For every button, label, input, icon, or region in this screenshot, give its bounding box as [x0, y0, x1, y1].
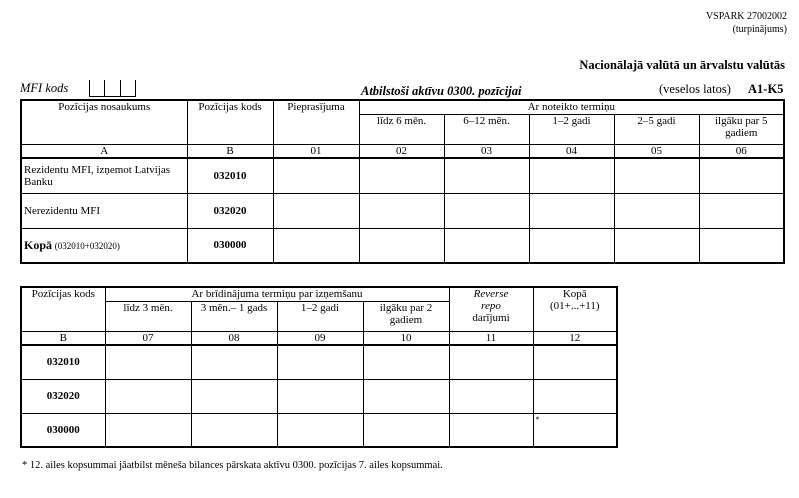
header-sub: 1–2 gadi	[529, 114, 614, 144]
col-letter: 06	[699, 144, 784, 158]
cell-input[interactable]	[699, 158, 784, 193]
header-sub: 2–5 gadi	[614, 114, 699, 144]
cell-input[interactable]	[614, 228, 699, 263]
cell-input[interactable]	[444, 193, 529, 228]
cell-input[interactable]	[444, 228, 529, 263]
cell-input[interactable]	[529, 193, 614, 228]
cell-input[interactable]	[449, 379, 533, 413]
header-sub: 6–12 mēn.	[444, 114, 529, 144]
continued-label: (turpinājums)	[732, 24, 787, 35]
cell-input[interactable]	[449, 413, 533, 447]
cell-input[interactable]	[699, 193, 784, 228]
cell-input[interactable]	[277, 379, 363, 413]
row-code: 030000	[187, 228, 273, 263]
header-sub: 3 mēn.– 1 gads	[191, 301, 277, 331]
row-code: 030000	[21, 413, 105, 447]
total-label: Kopā	[24, 237, 53, 252]
cell-input[interactable]	[277, 345, 363, 379]
cell-input[interactable]	[105, 413, 191, 447]
cell-input[interactable]	[363, 379, 449, 413]
table-row	[21, 158, 784, 193]
col-letter: 09	[277, 331, 363, 345]
mfi-label: MFI kods	[20, 81, 69, 95]
col-letter: 01	[273, 144, 359, 158]
col-letter: B	[187, 144, 273, 158]
header-sub: ilgāku par 2 gadiem	[363, 301, 449, 331]
row-name: Nerezidentu MFI	[21, 193, 187, 228]
cell-input[interactable]	[191, 413, 277, 447]
cell-input[interactable]	[273, 158, 359, 193]
footnote: * 12. ailes kopsummai jāatbilst mēneša bilances pārskata aktīvu 0300. pozīcijas 7. ailes kopsummai.	[22, 460, 443, 471]
row-code: 032020	[21, 379, 105, 413]
cell-input[interactable]	[699, 228, 784, 263]
header-demand: Pieprasījuma	[273, 100, 359, 144]
cell-input[interactable]	[273, 193, 359, 228]
cell-input[interactable]	[105, 345, 191, 379]
table-row-total	[21, 228, 784, 263]
cell-input[interactable]	[529, 228, 614, 263]
mfi-code-input[interactable]	[89, 80, 136, 97]
units-label: (veselos latos)	[659, 82, 731, 96]
row-code: 032010	[21, 345, 105, 379]
cell-input[interactable]	[191, 379, 277, 413]
row-code: 032010	[187, 158, 273, 193]
cell-input[interactable]	[444, 158, 529, 193]
col-letter: 10	[363, 331, 449, 345]
total-sub: (032010+032020)	[54, 240, 120, 251]
row-code: 032020	[187, 193, 273, 228]
col-letter: B	[21, 331, 105, 345]
table-row	[21, 345, 617, 379]
table-row	[21, 193, 784, 228]
col-letter: 03	[444, 144, 529, 158]
header-reverse-repo	[449, 287, 533, 331]
reverse-label: Reverse	[473, 288, 509, 300]
cell-input[interactable]	[614, 158, 699, 193]
total-cell-with-star[interactable]: *	[533, 413, 617, 447]
total-label-cell	[21, 228, 187, 263]
total-col-sub: (01+...+11)	[549, 300, 600, 312]
header-sub: 1–2 gadi	[277, 301, 363, 331]
page-title: Nacionālajā valūtā un ārvalstu valūtās	[579, 58, 785, 72]
col-letter: 12	[533, 331, 617, 345]
cell-input[interactable]	[363, 345, 449, 379]
cell-input[interactable]	[191, 345, 277, 379]
col-letter: 11	[449, 331, 533, 345]
header-notice-term: Ar brīdinājuma termiņu par izņemšanu	[105, 287, 449, 301]
header-sub: līdz 6 mēn.	[359, 114, 444, 144]
cell-input[interactable]	[273, 228, 359, 263]
header-position-code: Pozīcijas kods	[187, 100, 273, 144]
row-name: Rezidentu MFI, izņemot Latvijas Banku	[21, 158, 187, 193]
cell-input[interactable]	[105, 379, 191, 413]
cell-input[interactable]	[614, 193, 699, 228]
col-letter: A	[21, 144, 187, 158]
total-col-label: Kopā	[562, 288, 587, 300]
header-sub: līdz 3 mēn.	[105, 301, 191, 331]
col-letter: 08	[191, 331, 277, 345]
header-sub: ilgāku par 5 gadiem	[699, 114, 784, 144]
col-letter: 04	[529, 144, 614, 158]
header-position-code: Pozīcijas kods	[21, 287, 105, 331]
col-letter: 07	[105, 331, 191, 345]
table-row-total	[21, 413, 617, 447]
cell-input[interactable]	[529, 158, 614, 193]
form-id: A1-K5	[748, 82, 784, 96]
table-fixed-term	[20, 99, 785, 264]
col-letter: 02	[359, 144, 444, 158]
cell-input[interactable]	[533, 379, 617, 413]
table-row	[21, 379, 617, 413]
table-notice-term	[20, 286, 618, 448]
form-code-block	[706, 10, 787, 36]
repo-label: repo	[481, 300, 501, 312]
darijumi-label: darījumi	[472, 312, 510, 324]
header-position-name: Pozīcijas nosaukums	[21, 100, 187, 144]
cell-input[interactable]	[533, 345, 617, 379]
header-total	[533, 287, 617, 331]
cell-input[interactable]	[363, 413, 449, 447]
cell-input[interactable]	[359, 158, 444, 193]
cell-input[interactable]	[277, 413, 363, 447]
header-fixed-term: Ar noteikto termiņu	[359, 100, 784, 114]
cell-input[interactable]	[449, 345, 533, 379]
cell-input[interactable]	[359, 228, 444, 263]
subtitle: Atbilstoši aktīvu 0300. pozīcijai	[361, 84, 522, 98]
col-letter: 05	[614, 144, 699, 158]
form-code: VSPARK 27002002	[705, 11, 787, 22]
cell-input[interactable]	[359, 193, 444, 228]
